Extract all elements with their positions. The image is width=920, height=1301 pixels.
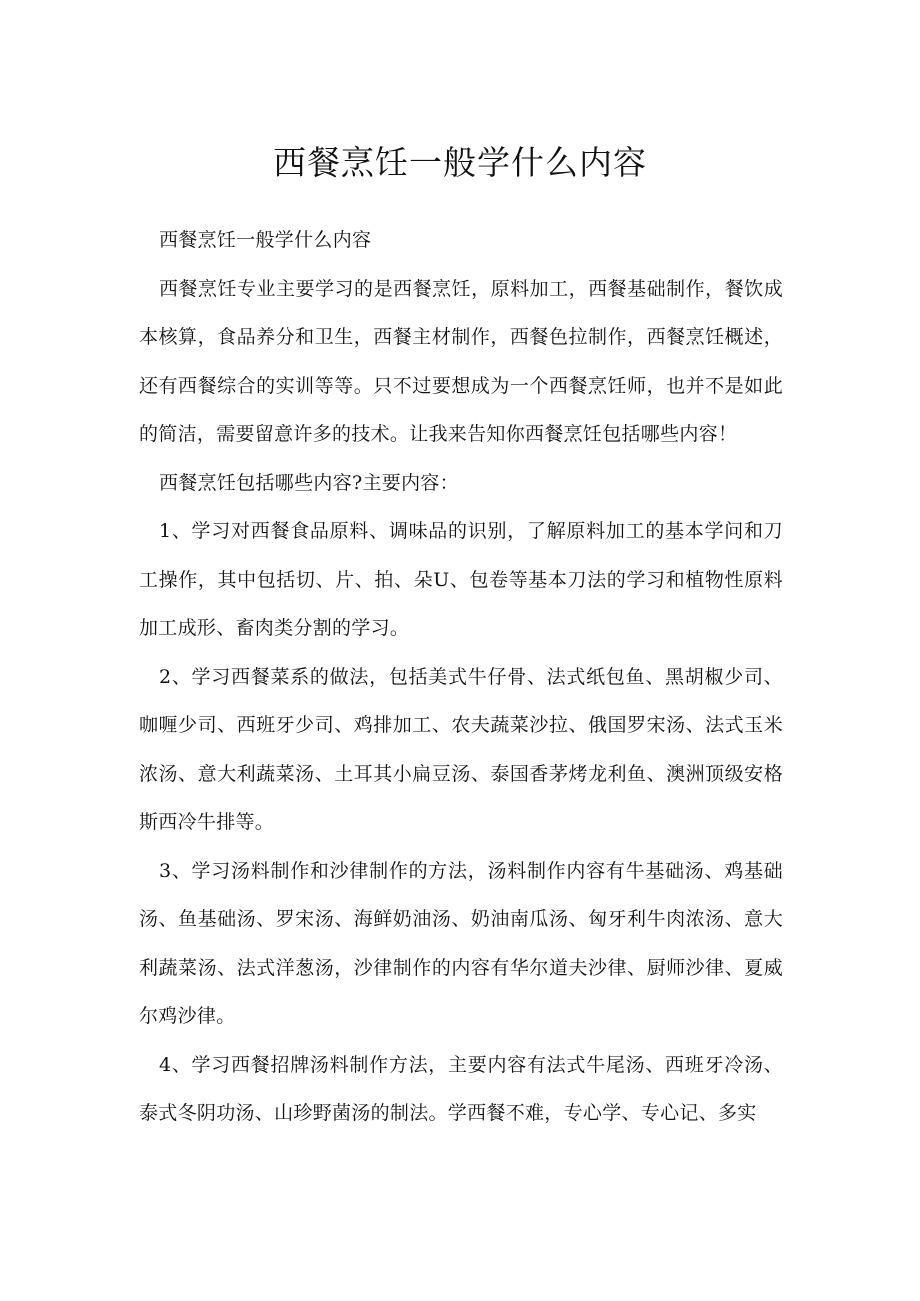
paragraph-subtitle: 西餐烹饪一般学什么内容: [159, 229, 372, 251]
paragraph-item-3: 3、学习汤料制作和沙律制作的方法，汤料制作内容有牛基础汤、鸡基础汤、鱼基础汤、罗宋汤、海鲜奶油汤、奶油南瓜汤、匈牙利牛肉浓汤、意大利蔬菜汤、法式洋葱汤，沙律制作的内容有华尔道夫沙律、厨师沙律、夏威尔鸡沙律。: [139, 859, 783, 1027]
document-title: 西餐烹饪一般学什么内容: [273, 143, 647, 182]
paragraph-item-2: 2、学习西餐菜系的做法，包括美式牛仔骨、法式纸包鱼、黑胡椒少司、咖喱少司、西班牙少司、鸡排加工、农夫蔬菜沙拉、俄国罗宋汤、法式玉米浓汤、意大利蔬菜汤、土耳其小扁豆汤、泰国香茅烤龙利鱼、澳洲顶级安格斯西冷牛排等。: [139, 665, 783, 833]
paragraph-item-4: 4、学习西餐招牌汤料制作方法，主要内容有法式牛尾汤、西班牙冷汤、泰式冬阴功汤、山珍野菌汤的制法。学西餐不难，专心学、专心记、多实: [139, 1053, 783, 1124]
paragraph-contents-heading: 西餐烹饪包括哪些内容?主要内容：: [159, 471, 459, 494]
paragraph-intro: 西餐烹饪专业主要学习的是西餐烹饪，原料加工，西餐基础制作，餐饮成本核算，食品养分和卫生，西餐主材制作，西餐色拉制作，西餐烹饪概述，还有西餐综合的实训等等。只不过要想成为一个西餐烹饪师，也并不是如此的简洁，需要留意许多的技术。让我来告知你西餐烹饪包括哪些内容！: [139, 277, 783, 445]
paragraph-item-1: 1、学习对西餐食品原料、调味品的识别，了解原料加工的基本学问和刀工操作，其中包括切、片、拍、朵U、包卷等基本刀法的学习和植物性原料加工成形、畜肉类分割的学习。: [139, 520, 783, 639]
document-body: [139, 216, 783, 1138]
